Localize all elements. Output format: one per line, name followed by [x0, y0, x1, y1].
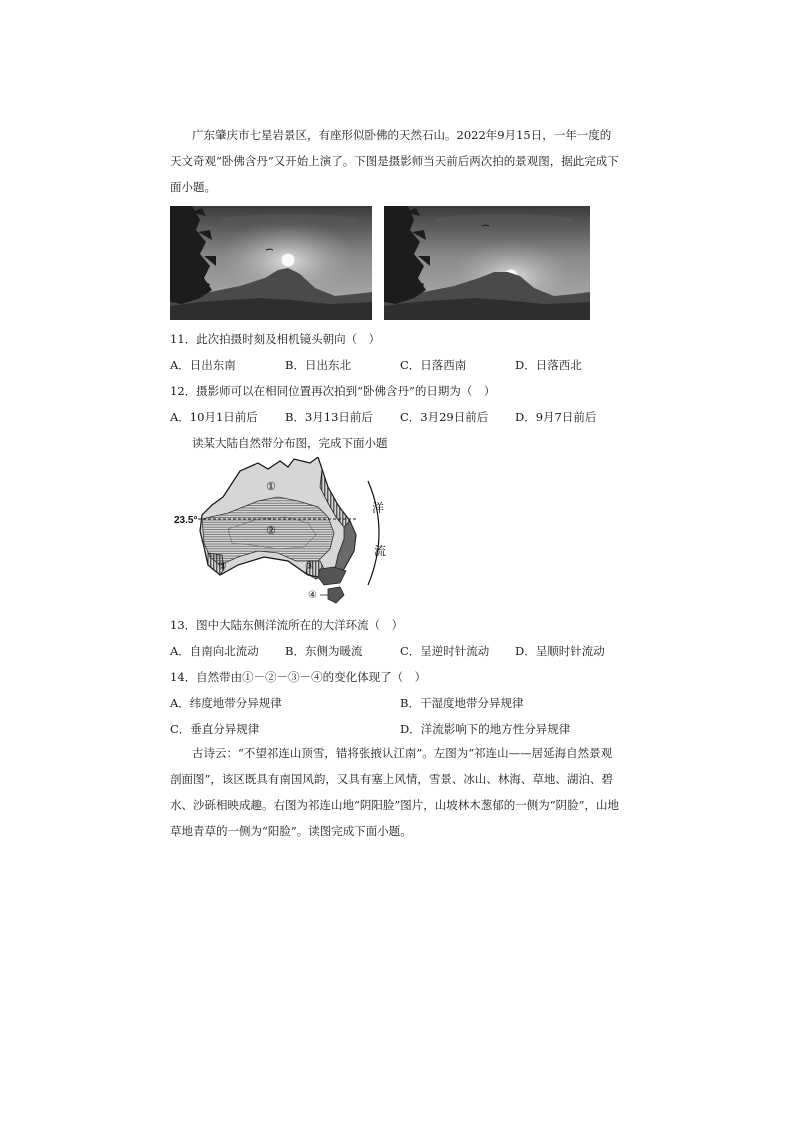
question-12-stem: 12．摄影师可以在相同位置再次拍到“卧佛含丹”的日期为（ ） — [170, 384, 496, 398]
q12-option-b[interactable]: B．3月13日前后 — [285, 410, 373, 424]
zone-2-label: ② — [266, 524, 276, 537]
zone-1-label: ① — [266, 480, 276, 493]
sunset-photo-2 — [384, 206, 590, 320]
q12-option-d[interactable]: D．9月7日前后 — [515, 410, 597, 424]
q13-option-b[interactable]: B．东侧为暖流 — [285, 644, 363, 658]
q14-option-b[interactable]: B．干湿度地带分异规律 — [400, 696, 524, 710]
intro-text-3: 古诗云：“不望祁连山顶雪，错将张掖认江南”。左图为“祁连山——居延海自然景观剖面图”，该区既具有南国风韵，又具有塞上风情，雪景、冰山、林海、草地、湖泊、碧水、沙砾相映成趣。右图为祁连山地“阴阳脸”图片，山坡林木葱郁的一侧为“阴脸”，山地草地青草的一侧为“阳脸”。读图完成下面小题。 — [170, 746, 620, 838]
q14-option-c[interactable]: C．垂直分异规律 — [170, 722, 260, 736]
zone-3-label-west: ③ — [218, 561, 227, 572]
zone-4-label: ④ — [308, 590, 317, 601]
intro-paragraph-3 — [170, 740, 620, 844]
q13-option-c[interactable]: C．呈逆时针流动 — [400, 644, 490, 658]
q11-option-a[interactable]: A．日出东南 — [170, 358, 236, 372]
intro-paragraph-1 — [170, 122, 620, 200]
sunset-photo-1 — [170, 206, 372, 320]
q12-option-a[interactable]: A．10月1日前后 — [170, 410, 258, 424]
question-13-stem: 13．图中大陆东侧洋流所在的大洋环流（ ） — [170, 618, 404, 632]
q11-option-d[interactable]: D．日落西北 — [515, 358, 582, 372]
current-label-2: 流 — [374, 544, 387, 558]
question-14-stem: 14．自然带由①－②－③－④的变化体现了（ ） — [170, 670, 427, 684]
zone-3-label-east: ③ — [305, 561, 314, 572]
q13-option-d[interactable]: D．呈顺时针流动 — [515, 644, 605, 658]
q12-option-c[interactable]: C．3月29日前后 — [400, 410, 489, 424]
latitude-label: 23.5° — [174, 515, 198, 526]
intro-paragraph-2: 读某大陆自然带分布图，完成下面小题 — [192, 436, 388, 450]
intro-text-1: 广东肇庆市七星岩景区，有座形似卧佛的天然石山。2022年9月15日，一年一度的天文奇观“卧佛含丹”又开始上演了。下图是摄影师当天前后两次拍的景观图，据此完成下面小题。 — [170, 128, 619, 194]
q14-option-d[interactable]: D．洋流影响下的地方性分异规律 — [400, 722, 571, 736]
continent-natural-zone-map — [168, 457, 396, 607]
q13-option-a[interactable]: A．自南向北流动 — [170, 644, 259, 658]
q11-option-b[interactable]: B．日出东北 — [285, 358, 351, 372]
q11-option-c[interactable]: C．日落西南 — [400, 358, 467, 372]
q14-option-a[interactable]: A．纬度地带分异规律 — [170, 696, 282, 710]
question-11-stem: 11．此次拍摄时刻及相机镜头朝向（ ） — [170, 332, 381, 346]
current-label-1: 洋 — [372, 501, 385, 515]
